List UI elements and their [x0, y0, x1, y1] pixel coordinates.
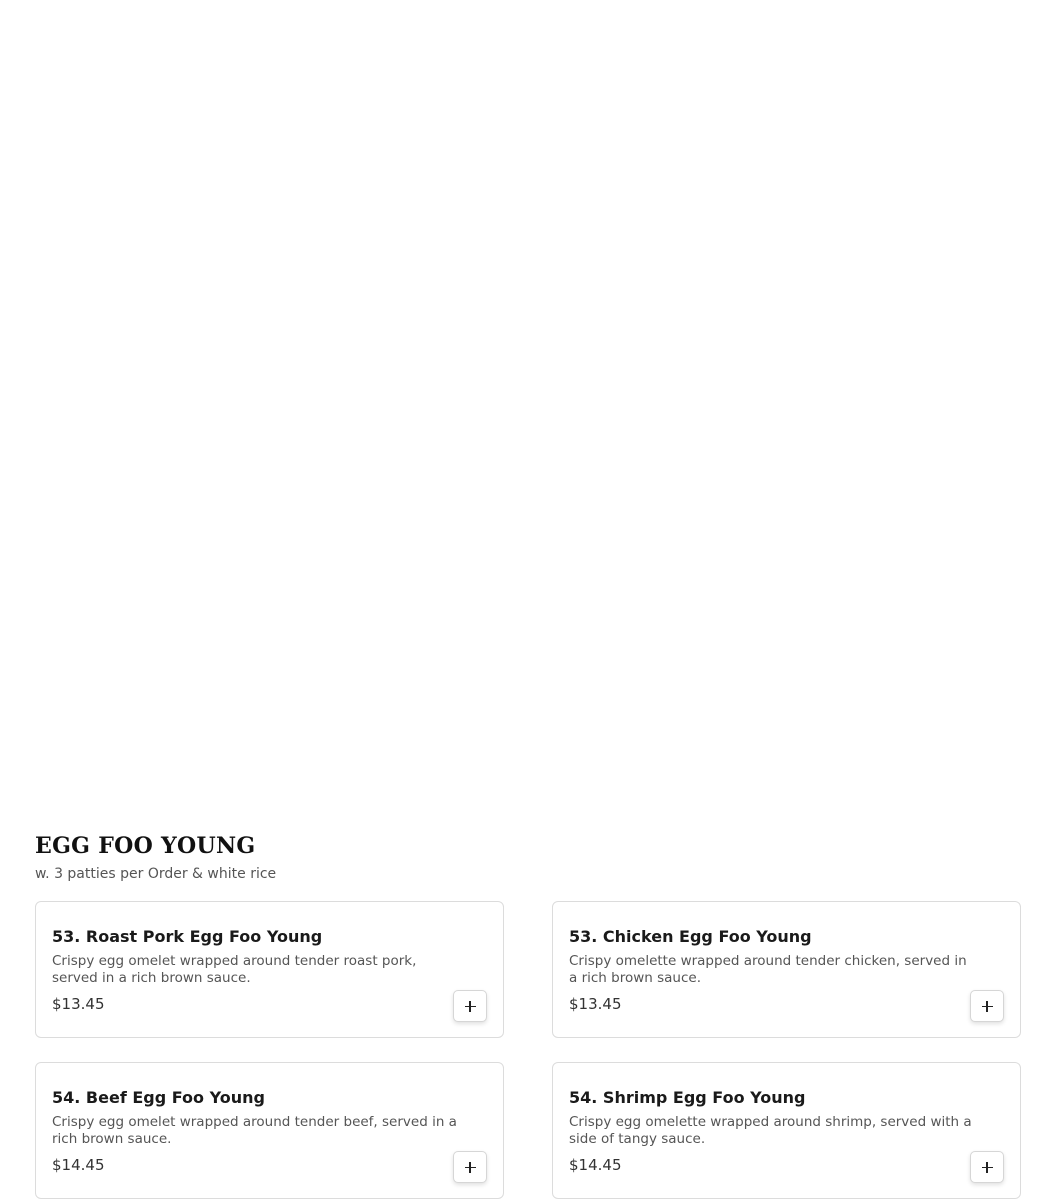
- item-description: Crispy egg omelet wrapped around tender beef, served in a rich brown sauce.: [52, 1114, 457, 1147]
- add-item-button[interactable]: [453, 1151, 487, 1183]
- add-item-button[interactable]: [970, 1151, 1004, 1183]
- section-subtitle: w. 3 patties per Order & white rice: [35, 866, 277, 882]
- item-price: $13.45: [52, 995, 105, 1013]
- item-name: 53. Chicken Egg Foo Young: [569, 927, 812, 946]
- plus-icon: [465, 1001, 476, 1012]
- plus-icon: [982, 1162, 993, 1173]
- item-description: Crispy omelette wrapped around tender chicken, served in a rich brown sauce.: [569, 953, 967, 986]
- item-name: 54. Beef Egg Foo Young: [52, 1088, 265, 1107]
- item-description: Crispy egg omelette wrapped around shrimp, served with a side of tangy sauce.: [569, 1114, 972, 1147]
- item-name: 54. Shrimp Egg Foo Young: [569, 1088, 806, 1107]
- item-price: $14.45: [569, 1156, 622, 1174]
- add-item-button[interactable]: [970, 990, 1004, 1022]
- menu-item-card[interactable]: [552, 901, 1021, 1038]
- menu-item-card[interactable]: [35, 1062, 504, 1199]
- item-description: Crispy egg omelet wrapped around tender roast pork, served in a rich brown sauce.: [52, 953, 417, 986]
- item-name: 53. Roast Pork Egg Foo Young: [52, 927, 323, 946]
- section-title: EGG FOO YOUNG: [35, 833, 256, 859]
- menu-section-egg-foo-young: [35, 832, 1021, 1199]
- menu-item-card[interactable]: [35, 901, 504, 1038]
- item-price: $13.45: [569, 995, 622, 1013]
- plus-icon: [465, 1162, 476, 1173]
- add-item-button[interactable]: [453, 990, 487, 1022]
- item-price: $14.45: [52, 1156, 105, 1174]
- plus-icon: [982, 1001, 993, 1012]
- menu-items-grid: [35, 901, 1021, 1199]
- menu-item-card[interactable]: [552, 1062, 1021, 1199]
